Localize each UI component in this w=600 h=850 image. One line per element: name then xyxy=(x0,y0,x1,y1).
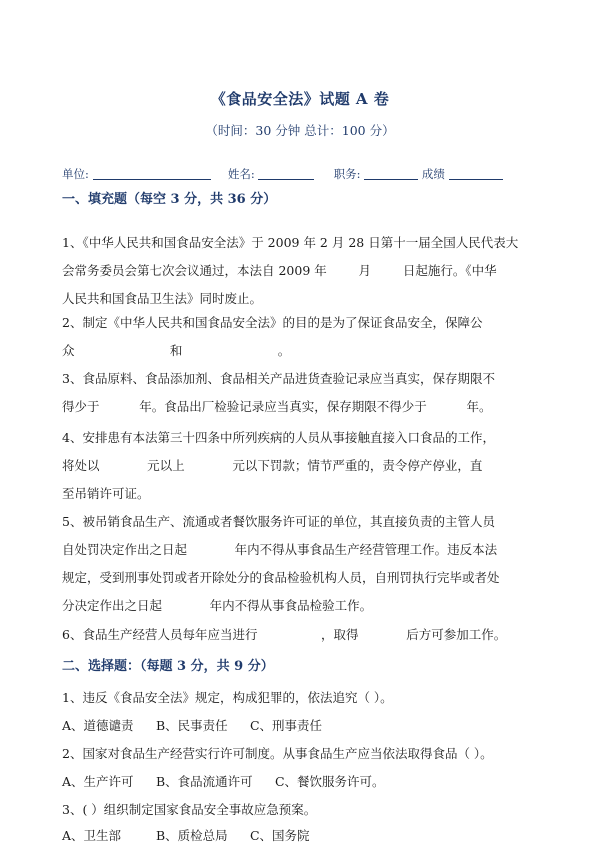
choice-options-3 xyxy=(62,826,540,846)
score-label: 成绩 xyxy=(421,167,445,181)
q1-option-b[interactable]: B、民事责任 xyxy=(155,718,228,733)
q2-option-c[interactable]: C、餐饮服务许可。 xyxy=(274,774,385,789)
name-blank[interactable] xyxy=(258,167,314,180)
page-title: 《食品安全法》试题 A 卷 xyxy=(210,90,390,108)
score-blank[interactable] xyxy=(449,167,503,180)
q3-option-b[interactable]: B、质检总局 xyxy=(155,828,228,843)
q1-option-c[interactable]: C、刑事责任 xyxy=(249,718,323,733)
q6-line1: 6、食品生产经营人员每年应当进行 ，取得 后方可参加工作。 xyxy=(62,627,507,642)
fill-question-4 xyxy=(62,424,540,508)
fill-question-6 xyxy=(62,621,540,649)
choice-options-2 xyxy=(62,772,540,792)
q5-line4: 分决定作出之日起 年内不得从事食品检验工作。 xyxy=(62,598,373,613)
unit-blank[interactable] xyxy=(93,167,211,180)
choice-question-3: 3、( ）组织制定国家食品安全事故应急预案。 xyxy=(62,802,317,817)
unit-label: 单位: xyxy=(62,167,89,181)
q2-option-a[interactable]: A、生产许可 xyxy=(62,774,134,789)
q3-line1: 3、食品原料、食品添加剂、食品相关产品进货查验记录应当真实，保存期限不 xyxy=(62,371,495,386)
section2-heading: 二、选择题：（每题 3 分，共 9 分） xyxy=(62,659,274,674)
position-label: 职务: xyxy=(333,167,361,181)
q5-line1: 5、被吊销食品生产、流通或者餐饮服务许可证的单位，其直接负责的主管人员 xyxy=(62,514,495,529)
q4-line3: 至吊销许可证。 xyxy=(62,486,150,501)
q2-line2: 众 和 。 xyxy=(62,343,291,358)
q3-line2: 得少于 年。食品出厂检验记录应当真实，保存期限不得少于 年。 xyxy=(62,399,492,414)
position-blank[interactable] xyxy=(364,167,418,180)
q2-option-b[interactable]: B、食品流通许可 xyxy=(155,774,253,789)
q3-option-c[interactable]: C、国务院 xyxy=(249,828,310,843)
q1-option-a[interactable]: A、道德谴责 xyxy=(62,718,134,733)
fill-question-2 xyxy=(62,309,540,365)
name-label: 姓名: xyxy=(227,167,255,181)
q1-line1: 1、《中华人民共和国食品安全法》于 2009 年 2 月 28 日第十一届全国人民代表大 xyxy=(62,235,519,250)
fill-question-3 xyxy=(62,365,540,421)
q2-line1: 2、制定《中华人民共和国食品安全法》的目的是为了保证食品安全，保障公 xyxy=(62,315,483,330)
choice-question-1: 1、违反《食品安全法》规定，构成犯罪的，依法追究（ ）。 xyxy=(62,690,393,705)
choice-question-2: 2、国家对食品生产经营实行许可制度。从事食品生产应当依法取得食品（ ）。 xyxy=(62,746,493,761)
fill-question-5 xyxy=(62,508,540,620)
info-line xyxy=(62,166,542,182)
page-subtitle: （时间：30 分钟 总计：100 分） xyxy=(205,123,395,138)
section1-heading: 一、填充题（每空 3 分，共 36 分） xyxy=(62,192,277,207)
q4-line2: 将处以 元以上 元以下罚款；情节严重的，责令停产停业，直 xyxy=(62,458,483,473)
q1-line3: 人民共和国食品卫生法》同时废止。 xyxy=(62,291,263,306)
q3-option-a[interactable]: A、卫生部 xyxy=(62,828,122,843)
q5-line2: 自处罚决定作出之日起 年内不得从事食品生产经营管理工作。违反本法 xyxy=(62,542,498,557)
q4-line1: 4、安排患有本法第三十四条中所列疾病的人员从事接触直接入口食品的工作， xyxy=(62,430,495,445)
choice-options-1 xyxy=(62,716,540,736)
q5-line3: 规定，受到刑事处罚或者开除处分的食品检验机构人员，自刑罚执行完毕或者处 xyxy=(62,570,500,585)
q1-line2: 会常务委员会第七次会议通过，本法自 2009 年 月 日起施行。《中华 xyxy=(62,263,497,278)
fill-question-1 xyxy=(62,229,540,313)
